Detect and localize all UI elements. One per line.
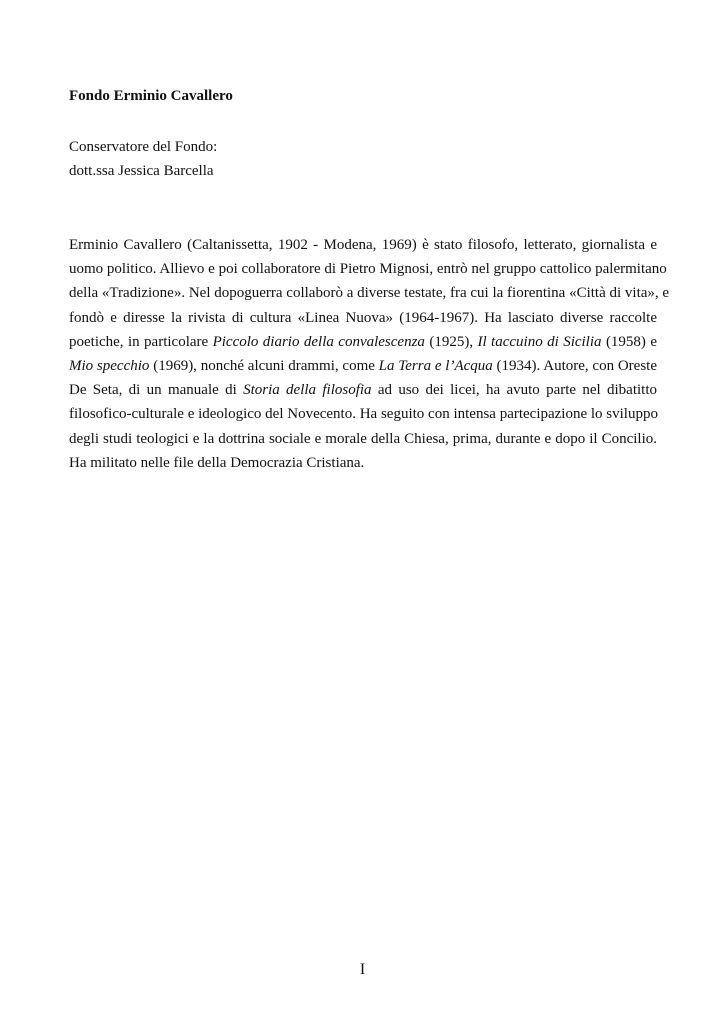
curator-block [69,135,217,183]
paragraph-line [69,330,657,354]
paragraph-text: poetiche, in particolare [69,333,213,350]
paragraph-text: (1958) e [601,333,657,350]
italic-title-text: Piccolo diario della convalescenza [212,333,425,350]
paragraph-text: filosofico-culturale e ideologico del Novecento. Ha seguito con intensa partecipazione lo sviluppo [69,406,658,423]
italic-title-text: Mio specchio [69,358,150,375]
paragraph-text: (1969), nonché alcuni drammi, come [149,358,379,375]
italic-title-text: Il taccuino di Sicilia [477,333,602,350]
document-title: Fondo Erminio Cavallero [69,88,233,104]
paragraph-text: De Seta, di un manuale di [69,382,244,399]
curator-name: dott.ssa Jessica Barcella [69,163,214,179]
page-number: I [359,961,366,978]
paragraph-text: (1934). Autore, con Oreste [492,358,658,375]
paragraph-line [69,257,667,281]
biography-paragraph [69,233,670,475]
paragraph-line [69,233,657,257]
curator-label: Conservatore del Fondo: [69,139,218,155]
paragraph-line [69,281,670,305]
paragraph-line [69,354,657,378]
paragraph-line [69,378,657,402]
paragraph-text: della «Tradizione». Nel dopoguerra collaborò a diverse testate, fra cui la fiorentina «Città di vita», e [69,285,670,302]
paragraph-text: Erminio Cavallero (Caltanissetta, 1902 - Modena, 1969) è stato filosofo, letterato, giornalista e [69,237,657,253]
paragraph-line [69,451,657,475]
paragraph-text: uomo politico. Allievo e poi collaboratore di Pietro Mignosi, entrò nel gruppo cattolico palermitano [69,261,667,278]
paragraph-text: (1925), [424,333,478,350]
italic-title-text: Storia della filosofia [243,382,372,399]
paragraph-line [69,427,657,451]
paragraph-text: degli studi teologici e la dottrina sociale e morale della Chiesa, prima, durante e dopo il Concilio. [69,430,657,447]
paragraph-line [69,306,657,330]
paragraph-text: ad uso dei licei, ha avuto parte nel dibatitto [371,382,658,399]
paragraph-line [69,402,657,426]
paragraph-text: fondò e diresse la rivista di cultura «Linea Nuova» (1964-1967). Ha lasciato diverse raccolte [69,309,657,326]
paragraph-text: Ha militato nelle file della Democrazia Cristiana. [69,454,365,471]
italic-title-text: La Terra e l’Acqua [378,358,493,375]
